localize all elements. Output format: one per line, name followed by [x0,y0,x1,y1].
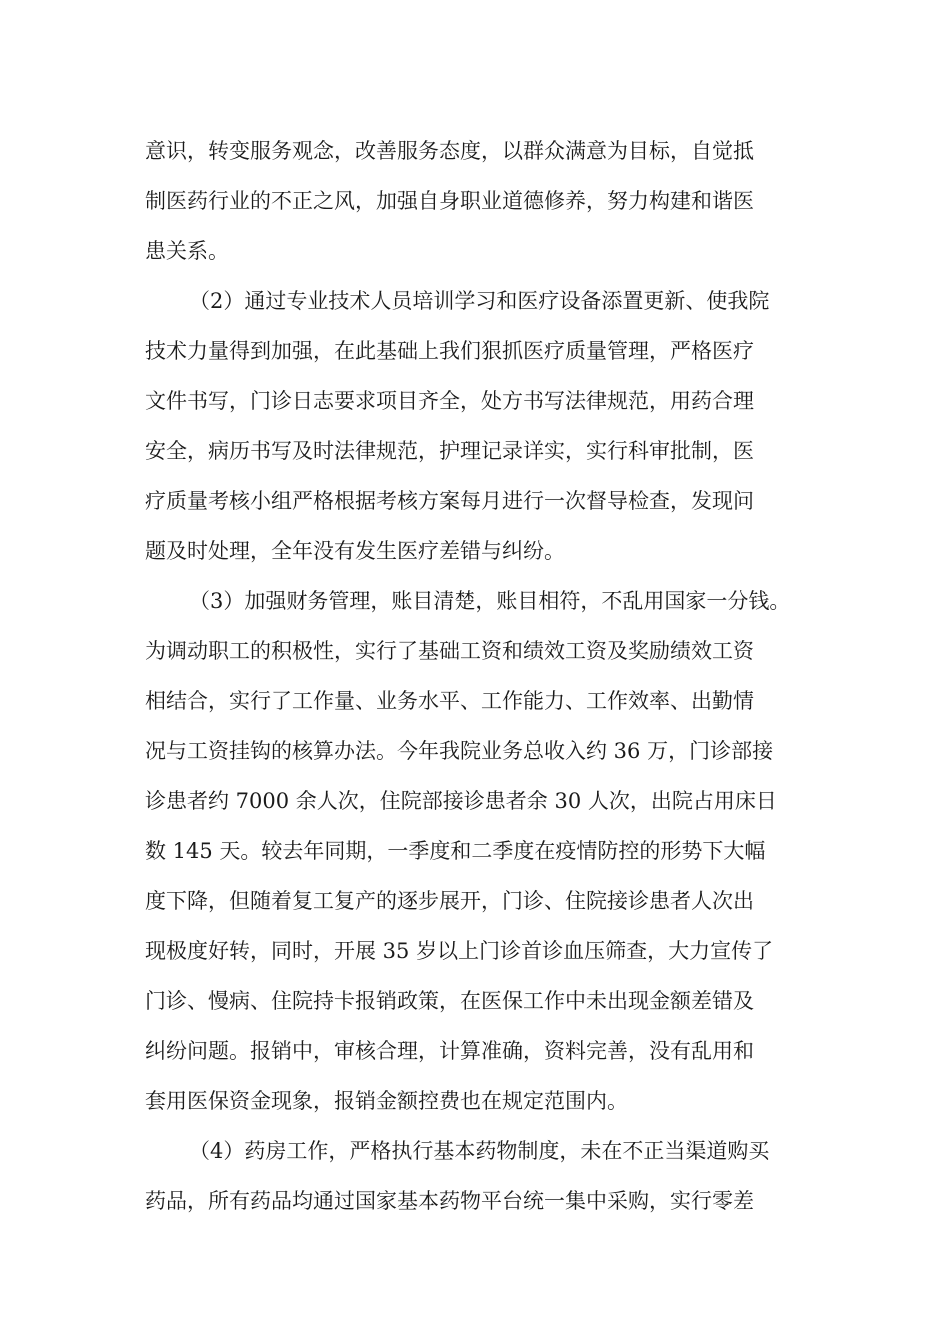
text-line: 疗质量考核小组严格根据考核方案每月进行一次督导检查，发现问 [145,489,754,513]
text-line: 纠纷问题。报销中，审核合理，计算准确，资料完善，没有乱用和 [145,1039,754,1063]
text-line: 况与工资挂钩的核算办法。今年我院业务总收入约 36 万，门诊部接 [145,739,774,763]
text-line: 诊患者约 7000 余人次，住院部接诊患者余 30 人次，出院占用床日 [145,789,777,813]
paragraph-first-line: （3）加强财务管理，账目清楚，账目相符，不乱用国家一分钱。 [189,589,791,613]
text-line: 意识，转变服务观念，改善服务态度，以群众满意为目标，自觉抵 [145,139,754,163]
text-line: 现极度好转，同时，开展 35 岁以上门诊首诊血压筛查，大力宣传了 [145,939,774,963]
text-line: 度下降，但随着复工复产的逐步展开，门诊、住院接诊患者人次出 [145,889,754,913]
text-line: 相结合，实行了工作量、业务水平、工作能力、工作效率、出勤情 [145,689,754,713]
text-line: 门诊、慢病、住院持卡报销政策，在医保工作中未出现金额差错及 [145,989,754,1013]
text-line: 为调动职工的积极性，实行了基础工资和绩效工资及奖励绩效工资 [145,639,754,663]
document-body [145,126,810,1226]
text-line: 制医药行业的不正之风，加强自身职业道德修养，努力构建和谐医 [145,189,754,213]
text-line: 题及时处理，全年没有发生医疗差错与纠纷。 [145,539,565,563]
text-line: 文件书写，门诊日志要求项目齐全，处方书写法律规范，用药合理 [145,389,754,413]
text-line: 数 145 天。较去年同期，一季度和二季度在疫情防控的形势下大幅 [145,839,766,863]
text-line: 患关系。 [145,239,229,263]
text-line: 技术力量得到加强，在此基础上我们狠抓医疗质量管理，严格医疗 [145,339,754,363]
text-line: 药品，所有药品均通过国家基本药物平台统一集中采购，实行零差 [145,1189,754,1213]
text-line: 套用医保资金现象，报销金额控费也在规定范围内。 [145,1089,628,1113]
text-line: 安全，病历书写及时法律规范，护理记录详实，实行科审批制，医 [145,439,754,463]
paragraph-first-line: （2）通过专业技术人员培训学习和医疗设备添置更新、使我院 [189,289,770,313]
paragraph-first-line: （4）药房工作，严格执行基本药物制度，未在不正当渠道购买 [189,1139,770,1163]
